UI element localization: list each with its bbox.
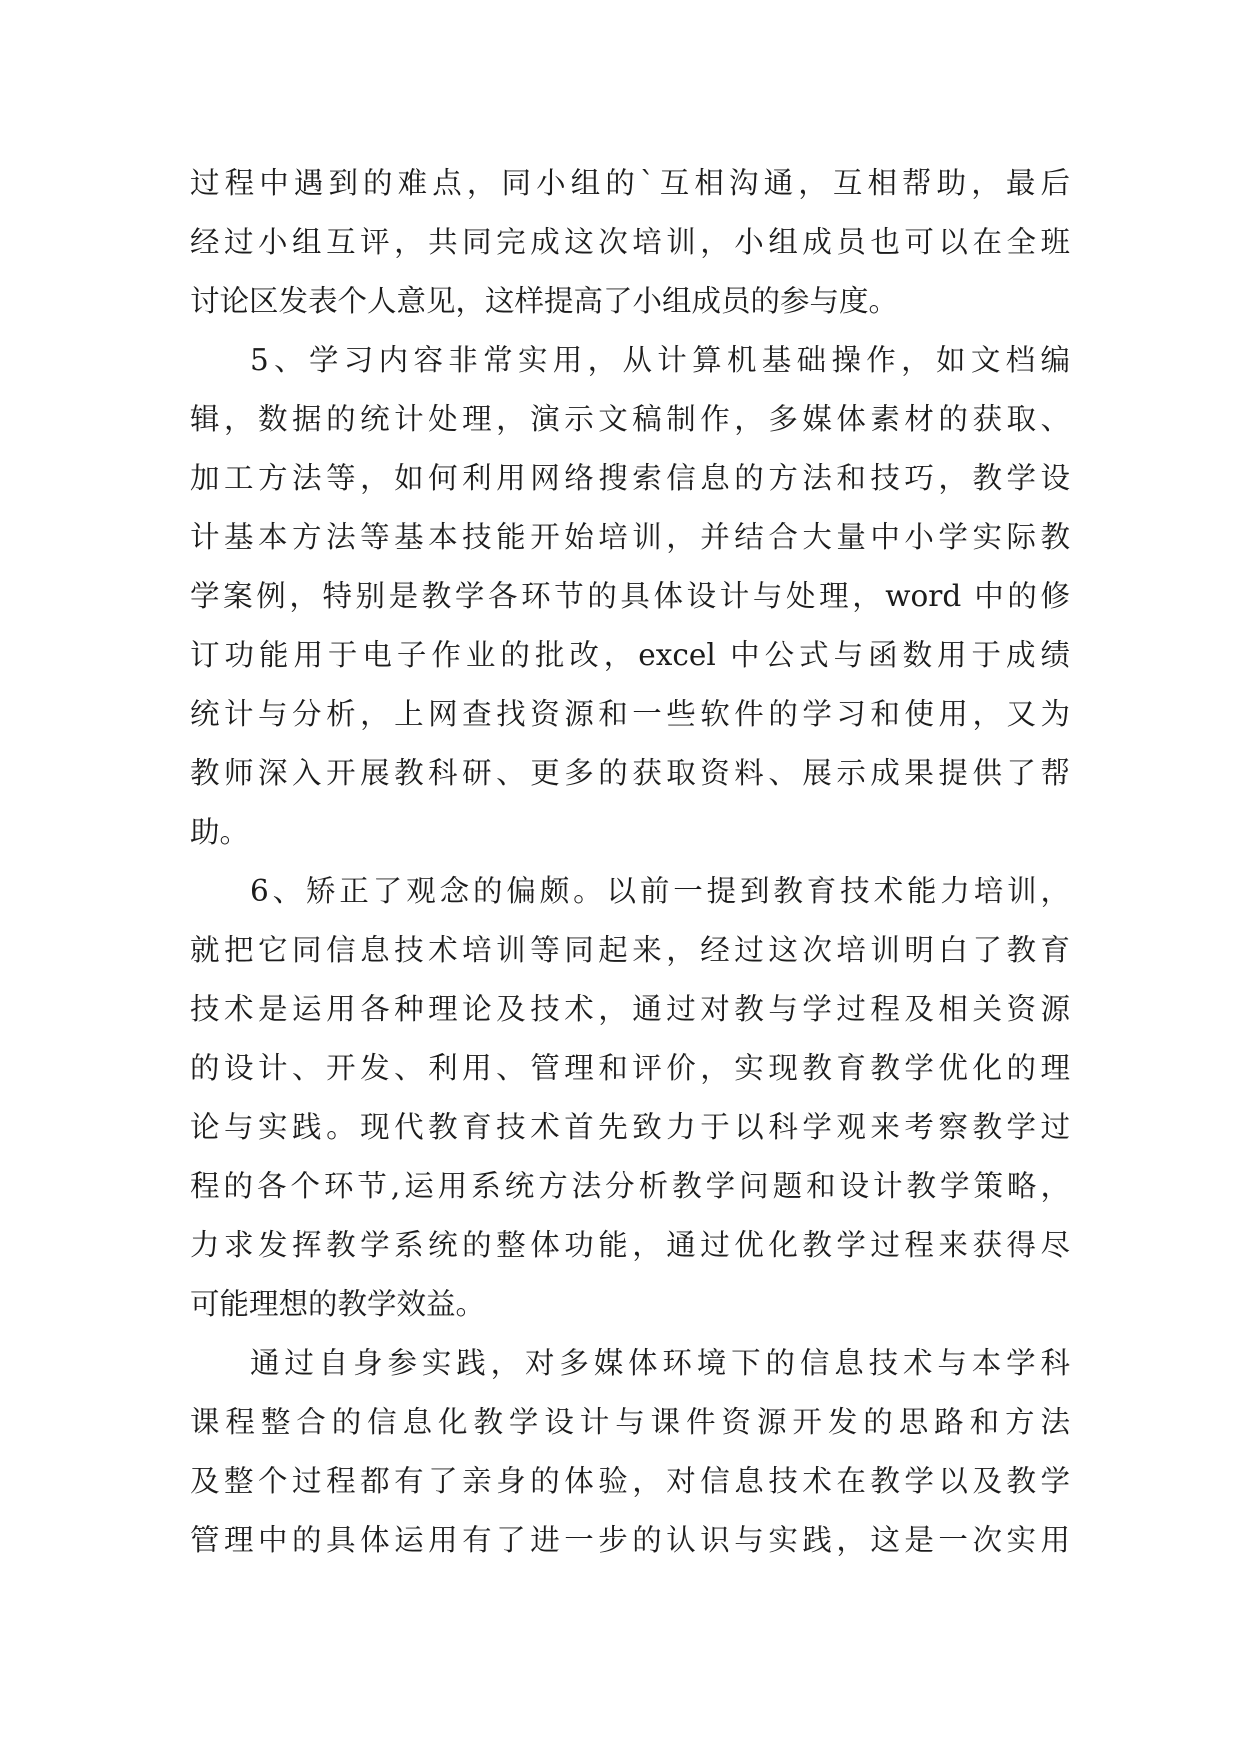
- text-line: 辑，数据的统计处理，演示文稿制作，多媒体素材的获取、: [190, 402, 1070, 436]
- text-line: 统计与分析，上网查找资源和一些软件的学习和使用，又为: [190, 697, 1070, 731]
- text-line: 程的各个环节,运用系统方法分析教学问题和设计教学策略，: [190, 1169, 1070, 1203]
- text-line: 课程整合的信息化教学设计与课件资源开发的思路和方法: [190, 1405, 1070, 1439]
- text-line: 过程中遇到的难点，同小组的`互相沟通，互相帮助，最后: [190, 166, 1070, 200]
- text-line: 学案例，特别是教学各环节的具体设计与处理，word 中的修: [190, 579, 1070, 613]
- paragraph-practice-summary: [190, 1334, 1070, 1570]
- paragraph-correct-concept: [190, 862, 1070, 1334]
- text-line: 6、矫正了观念的偏颇。以前一提到教育技术能力培训，: [250, 874, 1070, 908]
- text-line: 订功能用于电子作业的批改，excel 中公式与函数用于成绩: [190, 638, 1070, 672]
- text-line: 经过小组互评，共同完成这次培训，小组成员也可以在全班: [190, 225, 1070, 259]
- text-line: 技术是运用各种理论及技术，通过对教与学过程及相关资源: [190, 992, 1070, 1026]
- text-line: 讨论区发表个人意见，这样提高了小组成员的参与度。: [190, 284, 899, 318]
- text-line: 论与实践。现代教育技术首先致力于以科学观来考察教学过: [190, 1110, 1070, 1144]
- text-line: 可能理想的教学效益。: [190, 1287, 486, 1321]
- text-line: 就把它同信息技术培训等同起来，经过这次培训明白了教育: [190, 933, 1070, 967]
- document-body: [190, 154, 1070, 1570]
- text-line: 及整个过程都有了亲身的体验，对信息技术在教学以及教学: [190, 1464, 1070, 1498]
- paragraph-practical-content: [190, 331, 1070, 862]
- paragraph-group-work: [190, 154, 1070, 331]
- text-line: 助。: [190, 815, 250, 849]
- text-line: 计基本方法等基本技能开始培训，并结合大量中小学实际教: [190, 520, 1070, 554]
- text-line: 的设计、开发、利用、管理和评价，实现教育教学优化的理: [190, 1051, 1070, 1085]
- text-line: 管理中的具体运用有了进一步的认识与实践，这是一次实用: [190, 1523, 1070, 1557]
- text-line: 通过自身参实践，对多媒体环境下的信息技术与本学科: [250, 1346, 1070, 1380]
- text-line: 5、学习内容非常实用，从计算机基础操作，如文档编: [250, 343, 1070, 377]
- text-line: 教师深入开展教科研、更多的获取资料、展示成果提供了帮: [190, 756, 1070, 790]
- text-line: 力求发挥教学系统的整体功能，通过优化教学过程来获得尽: [190, 1228, 1070, 1262]
- text-line: 加工方法等，如何利用网络搜索信息的方法和技巧，教学设: [190, 461, 1070, 495]
